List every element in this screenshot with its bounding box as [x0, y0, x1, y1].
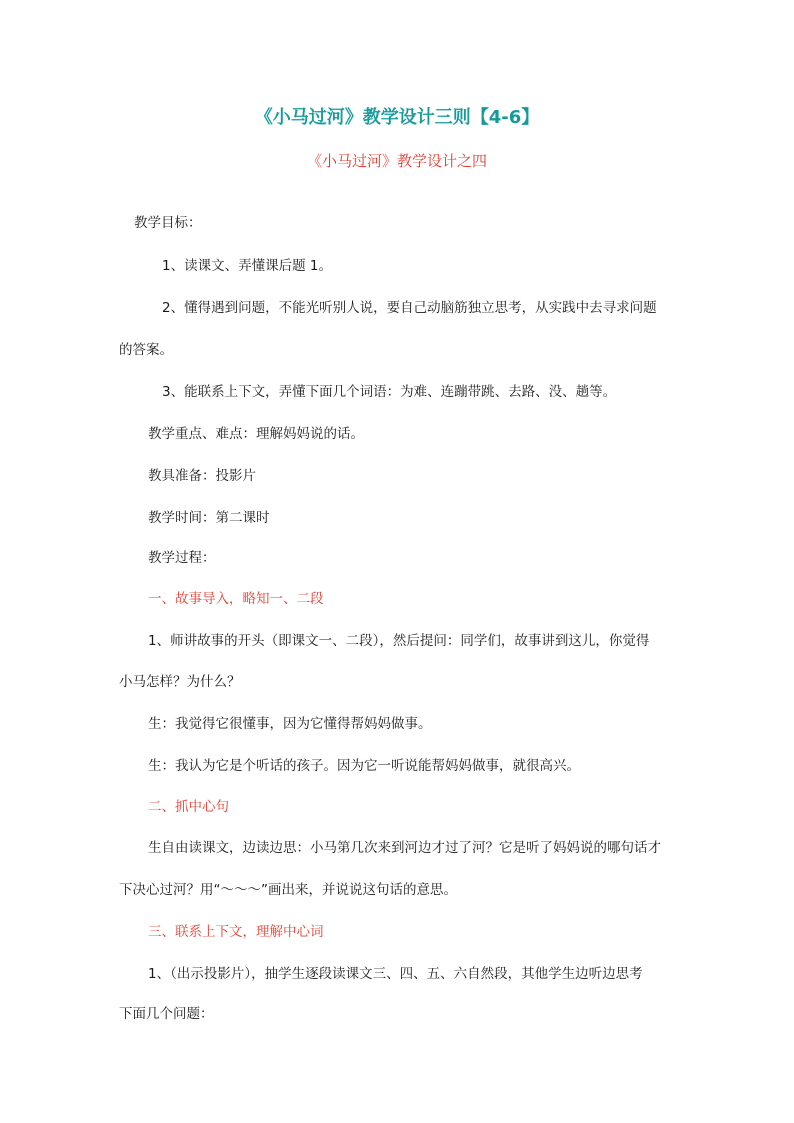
paragraph-step-1: 1、师讲故事的开头（即课文一、二段），然后提问：同学们，故事讲到这儿，你觉得 — [148, 633, 650, 649]
paragraph-reading-task: 生自由读课文，边读边思：小马第几次来到河边才过了河？它是听了妈妈说的哪句话才 — [148, 840, 661, 856]
document-title: 《小马过河》教学设计三则【4-6】 — [254, 107, 540, 128]
document-subtitle: 《小马过河》教学设计之四 — [306, 152, 487, 170]
paragraph-goal-2: 2、懂得遇到问题，不能光听别人说，要自己动脑筋独立思考，从实践中去寻求问题 — [162, 300, 657, 316]
paragraph-materials: 教具准备：投影片 — [148, 468, 256, 484]
heading-section-2: 二、抓中心句 — [148, 799, 229, 815]
paragraph-goal-2-cont: 的答案。 — [119, 342, 173, 358]
paragraph-student-answer-1: 生：我觉得它很懂事，因为它懂得帮妈妈做事。 — [148, 716, 432, 732]
paragraph-student-answer-2: 生：我认为它是个听话的孩子。因为它一听说能帮妈妈做事，就很高兴。 — [148, 758, 580, 774]
section-label-process: 教学过程： — [148, 550, 216, 566]
paragraph-reading-task-cont: 下决心过河？用“～～～”画出来，并说说这句话的意思。 — [119, 882, 457, 898]
paragraph-key-points: 教学重点、难点：理解妈妈说的话。 — [148, 426, 364, 442]
paragraph-step-3-1: 1、（出示投影片），抽学生逐段读课文三、四、五、六自然段，其他学生边听边思考 — [148, 966, 643, 982]
paragraph-step-3-1-cont: 下面几个问题： — [119, 1006, 214, 1022]
heading-section-1: 一、故事导入，略知一、二段 — [148, 591, 324, 607]
paragraph-goal-3: 3、能联系上下文，弄懂下面几个词语：为难、连蹦带跳、去路、没、趟等。 — [162, 384, 617, 400]
paragraph-time: 教学时间：第二课时 — [148, 510, 270, 526]
section-label-goals: 教学目标： — [134, 215, 202, 231]
paragraph-goal-1: 1、读课文、弄懂课后题 1。 — [162, 258, 332, 274]
paragraph-step-1-cont: 小马怎样？为什么？ — [119, 674, 241, 690]
heading-section-3: 三、联系上下文，理解中心词 — [148, 924, 324, 940]
